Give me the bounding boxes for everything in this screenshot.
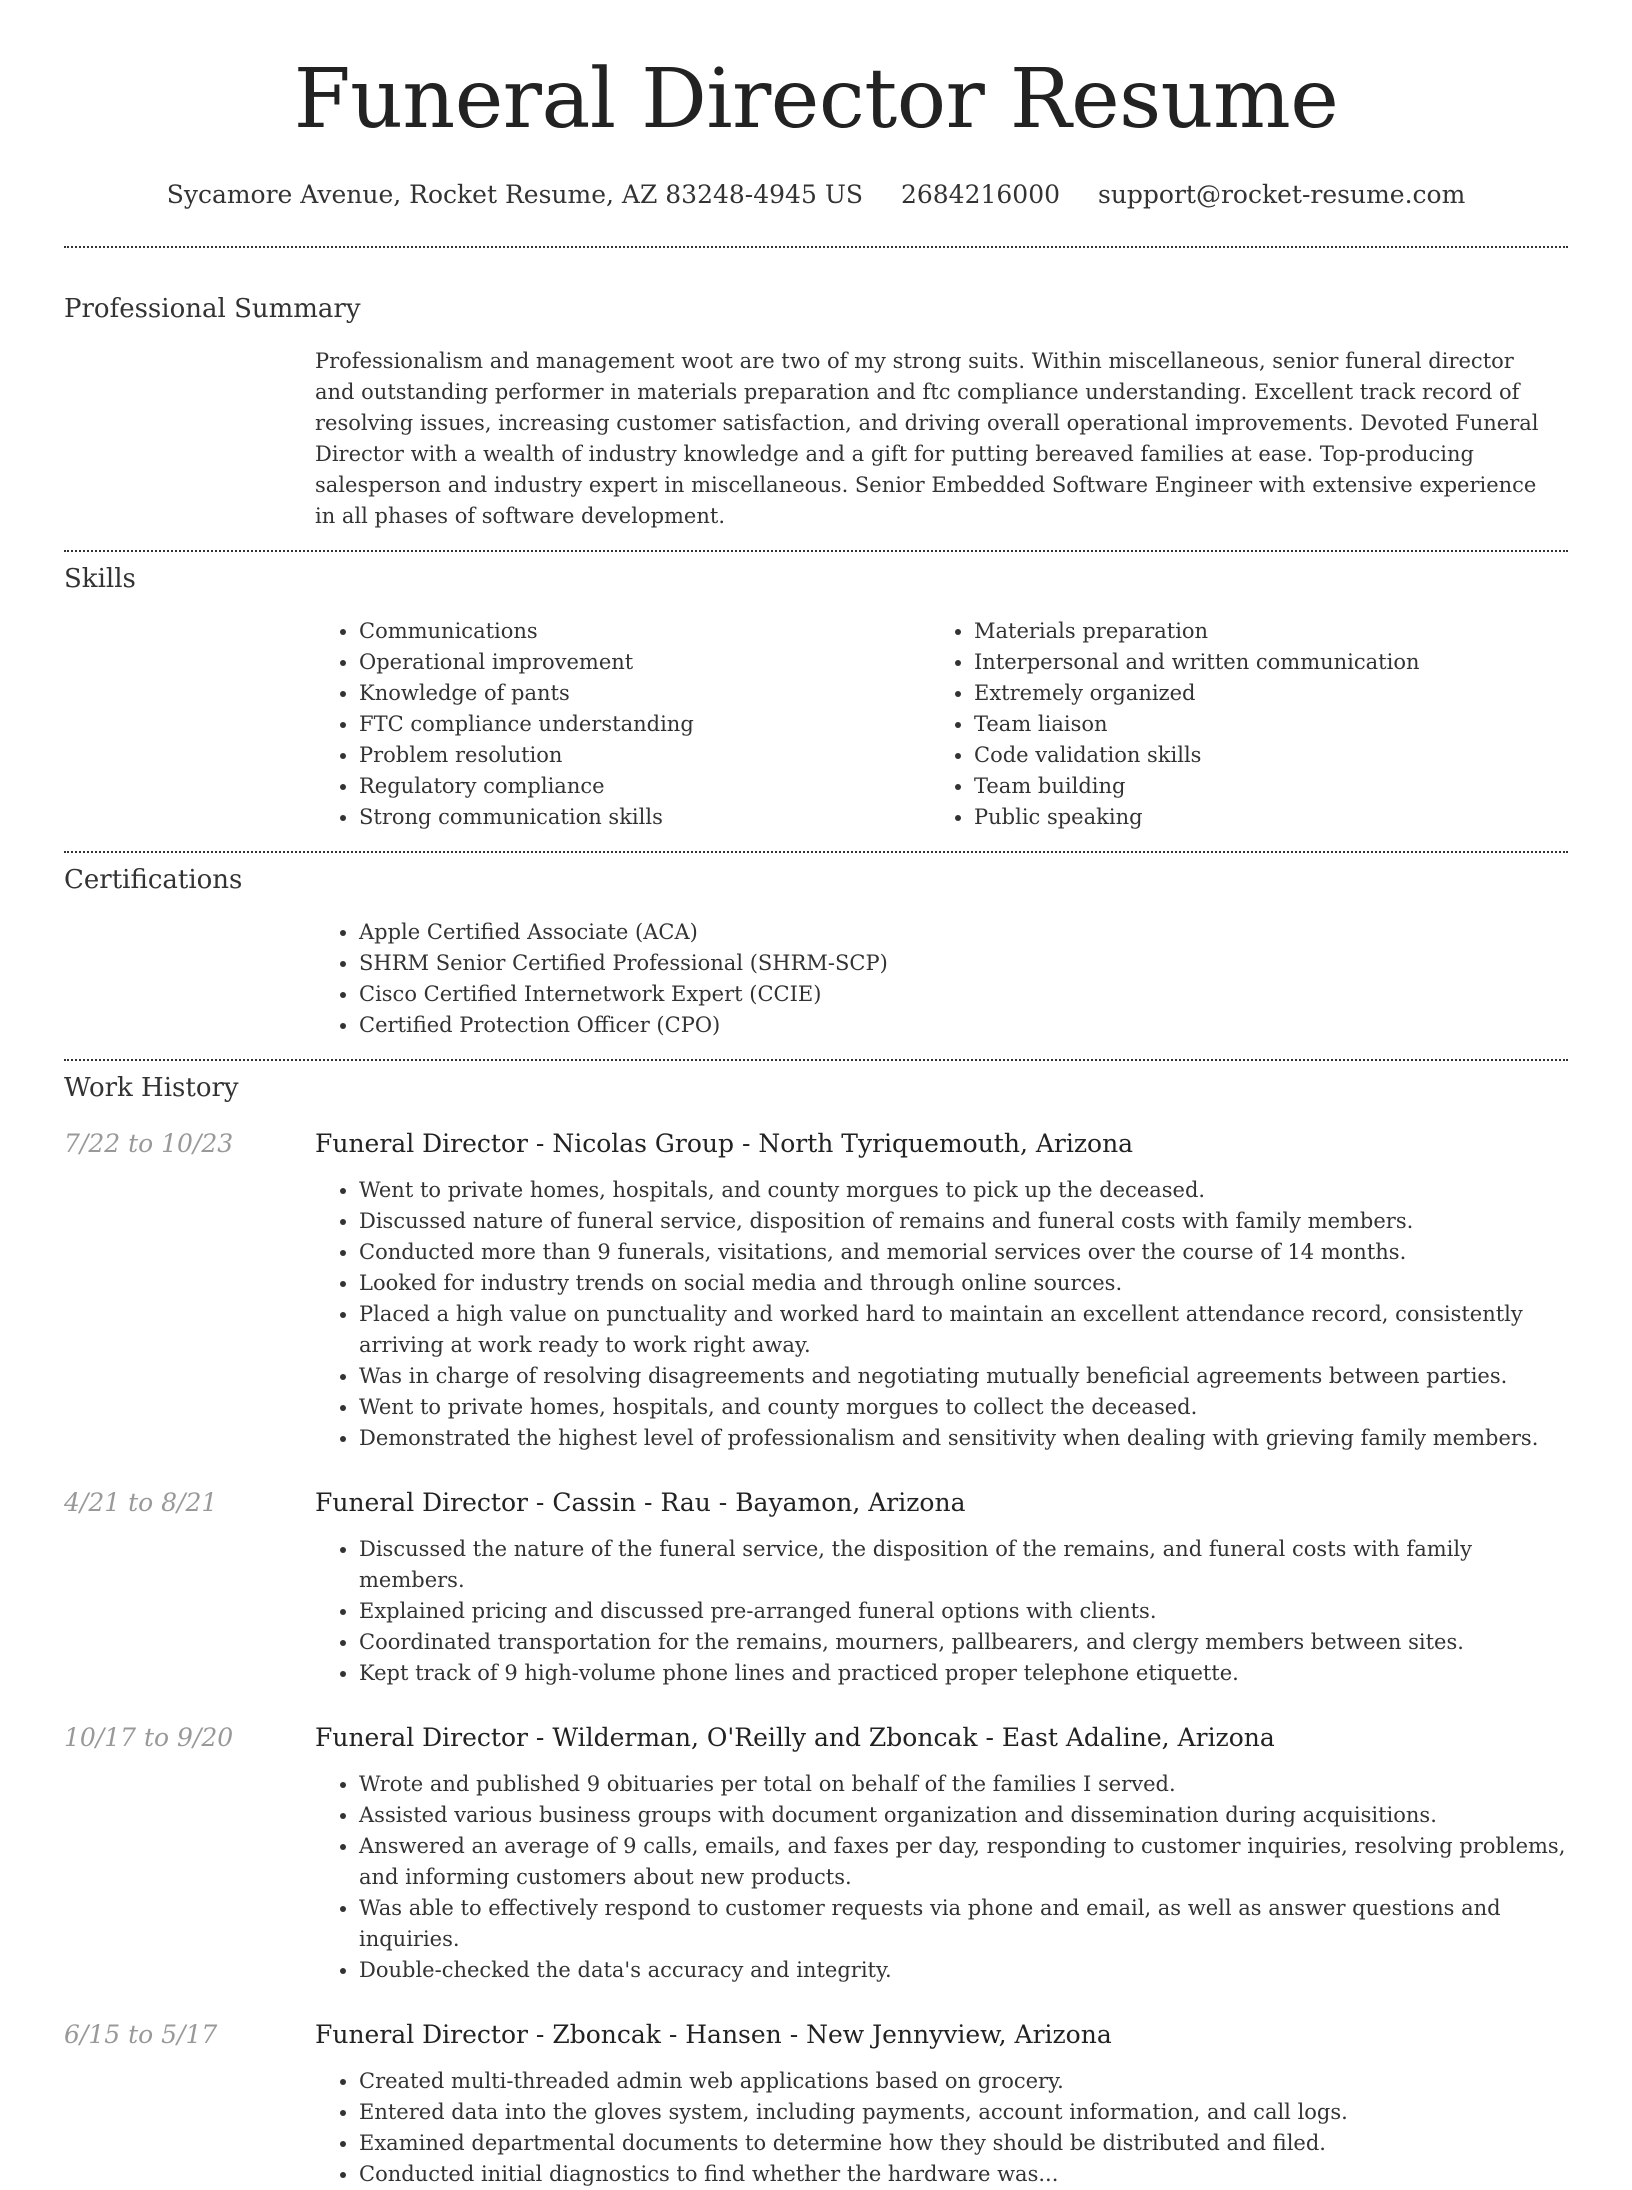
job-duties (315, 2066, 1568, 2190)
job-duty-item: • Conducted initial diagnostics to find whether the hardware was... (359, 2159, 1568, 2190)
section-divider (64, 1059, 1568, 1061)
job-duty-item: • Coordinated transportation for the remains, mourners, pallbearers, and clergy members between sites. (359, 1627, 1568, 1658)
skill-item: • Knowledge of pants (359, 678, 930, 709)
job-duty-item: • Assisted various business groups with document organization and dissemination during acquisitions. (359, 1800, 1568, 1831)
section-heading-certifications: Certifications (64, 865, 243, 895)
certifications-list (315, 917, 1568, 1041)
section-heading-skills: Skills (64, 564, 136, 594)
job-duties (315, 1175, 1568, 1454)
skill-item: • Problem resolution (359, 740, 930, 771)
job-entry (64, 1486, 1568, 1689)
summary-section (64, 292, 1568, 532)
job-duty-item: • Placed a high value on punctuality and worked hard to maintain an excellent attendance record, consistently arriving at work ready to work right away. (359, 1299, 1568, 1361)
skills-grid (315, 616, 1568, 833)
skill-item: • Communications (359, 616, 930, 647)
job-duty-item: • Conducted more than 9 funerals, visitations, and memorial services over the course of 14 months. (359, 1237, 1568, 1268)
job-entry (64, 1721, 1568, 1986)
skill-item: • Public speaking (974, 802, 1545, 833)
job-duties (315, 1534, 1568, 1689)
contact-email: support@rocket-resume.com (1097, 180, 1466, 209)
job-duty-item: • Was able to effectively respond to customer requests via phone and email, as well as answer questions and inquiries. (359, 1893, 1568, 1955)
job-title: Funeral Director - Cassin - Rau - Bayamon, Arizona (315, 1488, 966, 1517)
job-duty-item: • Created multi-threaded admin web applications based on grocery. (359, 2066, 1568, 2097)
job-duty-item: • Answered an average of 9 calls, emails, and faxes per day, responding to customer inquiries, resolving problems, and informing customers about new products. (359, 1831, 1568, 1893)
page-title: Funeral Director Resume (293, 52, 1339, 147)
job-duty-item: • Went to private homes, hospitals, and county morgues to pick up the deceased. (359, 1175, 1568, 1206)
job-duty-item: • Was in charge of resolving disagreements and negotiating mutually beneficial agreements between parties. (359, 1361, 1568, 1392)
job-title: Funeral Director - Wilderman, O'Reilly and Zboncak - East Adaline, Arizona (315, 1723, 1275, 1752)
job-entry (64, 1127, 1568, 1454)
skill-item: • Operational improvement (359, 647, 930, 678)
certification-item: • Certified Protection Officer (CPO) (359, 1010, 1568, 1041)
job-title: Funeral Director - Zboncak - Hansen - New Jennyview, Arizona (315, 2020, 1112, 2049)
section-heading-summary: Professional Summary (64, 294, 361, 324)
job-duty-item: • Entered data into the gloves system, including payments, account information, and call logs. (359, 2097, 1568, 2128)
skill-item: • Team liaison (974, 709, 1545, 740)
job-duty-item: • Wrote and published 9 obituaries per total on behalf of the families I served. (359, 1769, 1568, 1800)
skill-item: • Interpersonal and written communication (974, 647, 1545, 678)
skill-item: • FTC compliance understanding (359, 709, 930, 740)
skills-section (64, 562, 1568, 833)
skill-item: • Regulatory compliance (359, 771, 930, 802)
job-duty-item: • Examined departmental documents to determine how they should be distributed and filed. (359, 2128, 1568, 2159)
certification-item: • SHRM Senior Certified Professional (SHRM-SCP) (359, 948, 1568, 979)
job-dates: 4/21 to 8/21 (64, 1488, 218, 1517)
job-duty-item: • Double-checked the data's accuracy and integrity. (359, 1955, 1568, 1986)
contact-info (64, 178, 1568, 212)
header-divider (64, 246, 1568, 248)
section-divider (64, 851, 1568, 853)
job-duty-item: • Demonstrated the highest level of professionalism and sensitivity when dealing with grieving family members. (359, 1423, 1568, 1454)
certifications-section (64, 863, 1568, 1041)
job-entry (64, 2018, 1568, 2190)
job-duty-item: • Kept track of 9 high-volume phone lines and practiced proper telephone etiquette. (359, 1658, 1568, 1689)
skill-item: • Team building (974, 771, 1545, 802)
job-duty-item: • Discussed nature of funeral service, disposition of remains and funeral costs with family members. (359, 1206, 1568, 1237)
skill-item: • Code validation skills (974, 740, 1545, 771)
job-duty-item: • Looked for industry trends on social media and through online sources. (359, 1268, 1568, 1299)
section-divider (64, 550, 1568, 552)
certification-item: • Apple Certified Associate (ACA) (359, 917, 1568, 948)
job-title: Funeral Director - Nicolas Group - North Tyriquemouth, Arizona (315, 1129, 1134, 1158)
contact-phone: 2684216000 (900, 180, 1061, 209)
job-duty-item: • Explained pricing and discussed pre-arranged funeral options with clients. (359, 1596, 1568, 1627)
job-duty-item: • Discussed the nature of the funeral service, the disposition of the remains, and funeral costs with family members. (359, 1534, 1568, 1596)
skill-item: • Extremely organized (974, 678, 1545, 709)
job-duties (315, 1769, 1568, 1986)
skills-column-right (930, 616, 1545, 833)
work-history-section (64, 1071, 1568, 2190)
skills-column-left (315, 616, 930, 833)
contact-address: Sycamore Avenue, Rocket Resume, AZ 83248-4945 US (166, 180, 864, 209)
job-duty-item: • Went to private homes, hospitals, and county morgues to collect the deceased. (359, 1392, 1568, 1423)
resume-page (64, 0, 1568, 2190)
job-dates: 6/15 to 5/17 (64, 2020, 218, 2049)
certification-item: • Cisco Certified Internetwork Expert (CCIE) (359, 979, 1568, 1010)
job-dates: 10/17 to 9/20 (64, 1723, 234, 1752)
skill-item: • Materials preparation (974, 616, 1545, 647)
skill-item: • Strong communication skills (359, 802, 930, 833)
job-dates: 7/22 to 10/23 (64, 1129, 234, 1158)
section-heading-work-history: Work History (64, 1073, 239, 1103)
summary-text: Professionalism and management woot are two of my strong suits. Within miscellaneous, senior funeral director and outstanding performer in materials preparation and ftc compliance understanding. Excellent track record of resolving issues, increasing customer satisfaction, and driving overall operational improvements. Devoted Funeral Director with a wealth of industry knowledge and a gift for putting bereaved families at ease. Top-producing salesperson and industry expert in miscellaneous. Senior Embedded Software Engineer with extensive experience in all phases of software development. (315, 349, 1539, 528)
